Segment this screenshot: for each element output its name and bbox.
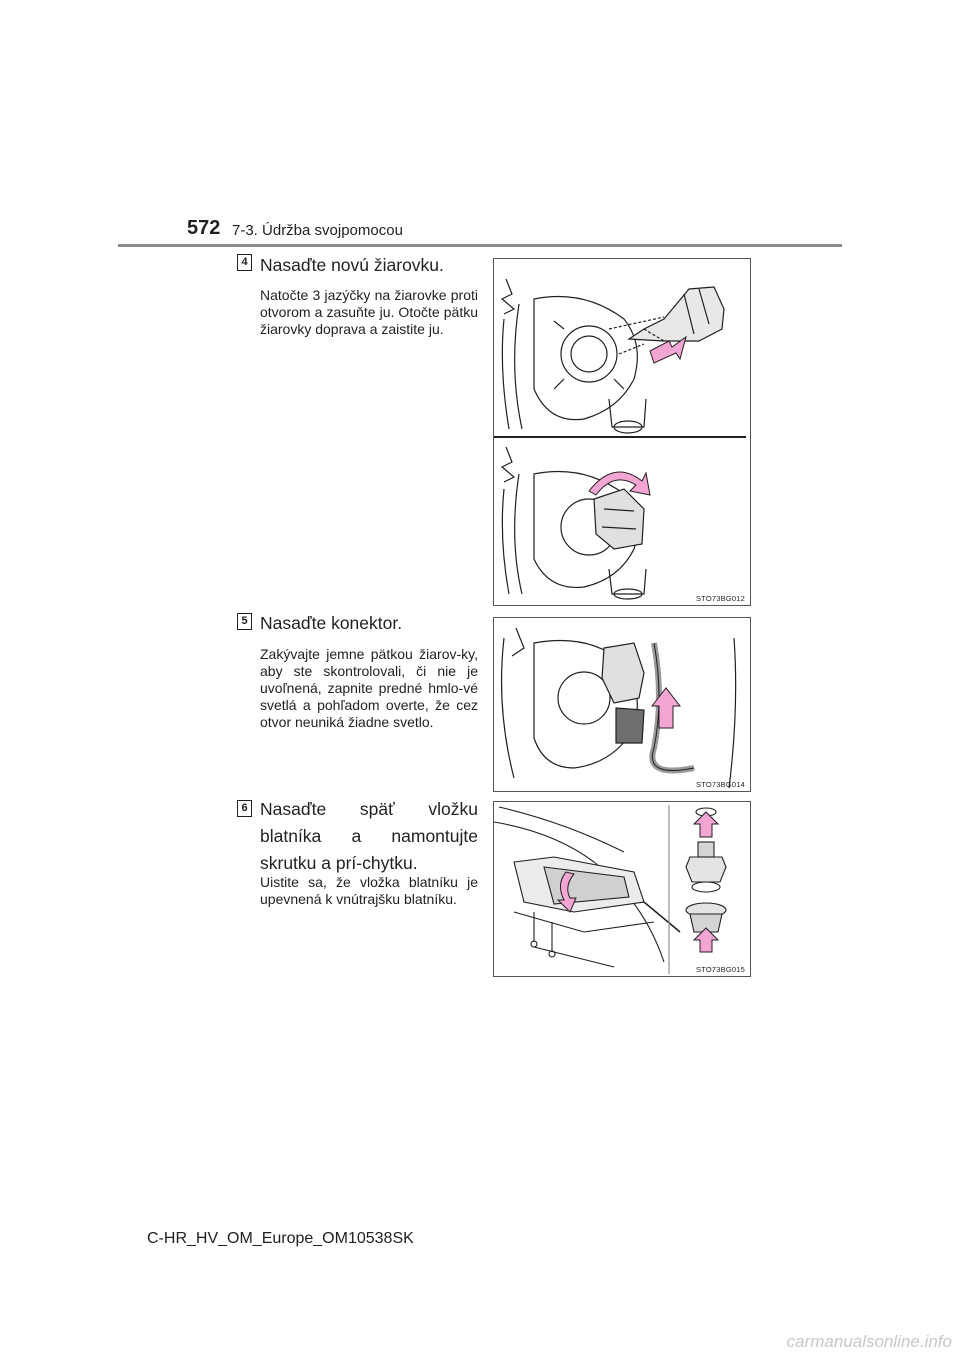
step-5-title: Nasaďte konektor. bbox=[260, 613, 403, 633]
footer-document-id: C-HR_HV_OM_Europe_OM10538SK bbox=[147, 1230, 414, 1247]
bulb-install-illustration bbox=[494, 259, 750, 605]
page-number: 572 bbox=[187, 217, 221, 239]
step-4-title: Nasaďte novú žiarovku. bbox=[260, 255, 444, 275]
section-title: 7-3. Údržba svojpomocou bbox=[232, 222, 403, 239]
step-number-6: 6 bbox=[237, 800, 252, 817]
figure-fender-liner bbox=[493, 801, 751, 977]
figure-bulb-install bbox=[493, 258, 751, 606]
header-divider bbox=[118, 244, 842, 247]
step-6-title: Nasaďte späť vložku blatníka a namontujte skrutku a prí-chytku. bbox=[260, 799, 478, 873]
figure-code: STO73BG015 bbox=[696, 965, 745, 974]
step-4-description: Natočte 3 jazýčky na žiarovke proti otvorom a zasuňte ju. Otočte pätku žiarovky doprava a zaistite ju. bbox=[260, 287, 478, 337]
step-6-description: Uistite sa, že vložka blatníku je upevnená k vnútrajšku blatníku. bbox=[260, 874, 478, 907]
connector-illustration bbox=[494, 618, 750, 791]
watermark: carmanualsonline.info bbox=[786, 1332, 952, 1351]
fender-liner-illustration bbox=[494, 802, 750, 976]
clip-press-arrow-icon bbox=[694, 812, 718, 837]
step-5-description: Zakývajte jemne pätkou žiarov-ky, aby ste skontrolovali, či nie je uvoľnená, zapnite predné hmlo-vé svetlá a pohľadom overte, že cez otvor neuniká žiadne svetlo. bbox=[260, 646, 478, 730]
step-number-5: 5 bbox=[237, 613, 252, 630]
figure-code: STO73BG014 bbox=[696, 780, 745, 789]
figure-connector bbox=[493, 617, 751, 792]
step-number-4: 4 bbox=[237, 254, 252, 271]
figure-code: STO73BG012 bbox=[696, 594, 745, 603]
